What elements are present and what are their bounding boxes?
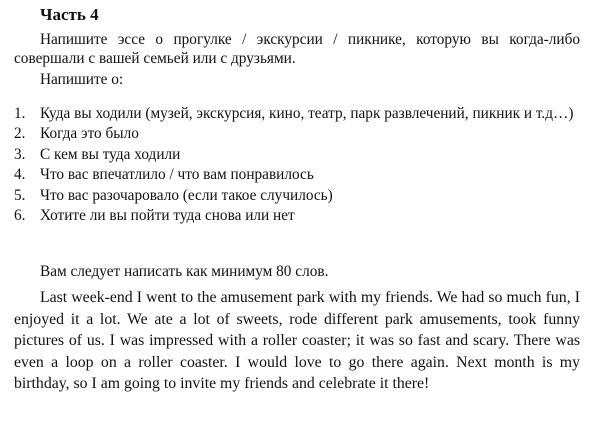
list-item-number: 1. — [14, 105, 26, 122]
write-about-label: Напишите о: — [40, 71, 124, 88]
list-item — [14, 124, 580, 145]
list-item-text: Хотите ли вы пойти туда снова или нет — [40, 207, 295, 224]
task-instructions: Напишите эссе о прогулке / экскурсии / пикнике, которую вы когда-либо совершали с вашей семьей или с друзьями. — [14, 31, 580, 67]
list-item — [14, 104, 580, 124]
list-item-number: 4. — [14, 166, 26, 183]
list-item-number: 3. — [14, 145, 26, 163]
list-item-text: Что вас впечатлило / что вам понравилось — [40, 166, 314, 183]
list-item — [14, 206, 580, 227]
list-item-text: С кем вы туда ходили — [40, 145, 181, 163]
list-item-number: 2. — [14, 125, 26, 142]
list-item — [14, 145, 580, 166]
list-item-number: 6. — [14, 207, 26, 224]
list-item — [14, 186, 580, 207]
list-item-text: Куда вы ходили (музей, экскурсия, кино, театр, парк развлечений, пикник и т.д…) — [40, 105, 574, 122]
points-list — [14, 104, 580, 227]
list-item-text: Когда это было — [40, 125, 139, 142]
list-item — [14, 165, 580, 186]
essay-text: Last week-end I went to the amusement park with my friends. We had so much fun, I enjoyed it a lot. We ate a lot of sweets, rode different park amusements, took funny pictures of us. I was impressed with a roller coaster; it was so fast and scary. There was even a loop on a roller coaster. I would love to go there again. Next month is my birthday, so I am going to invite my friends and celebrate it there! — [14, 289, 580, 393]
list-item-number: 5. — [14, 186, 26, 204]
list-item-text: Что вас разочаровало (если такое случилось) — [40, 186, 333, 204]
word-count-requirement: Вам следует написать как минимум 80 слов. — [40, 263, 329, 280]
section-heading: Часть 4 — [40, 5, 99, 24]
